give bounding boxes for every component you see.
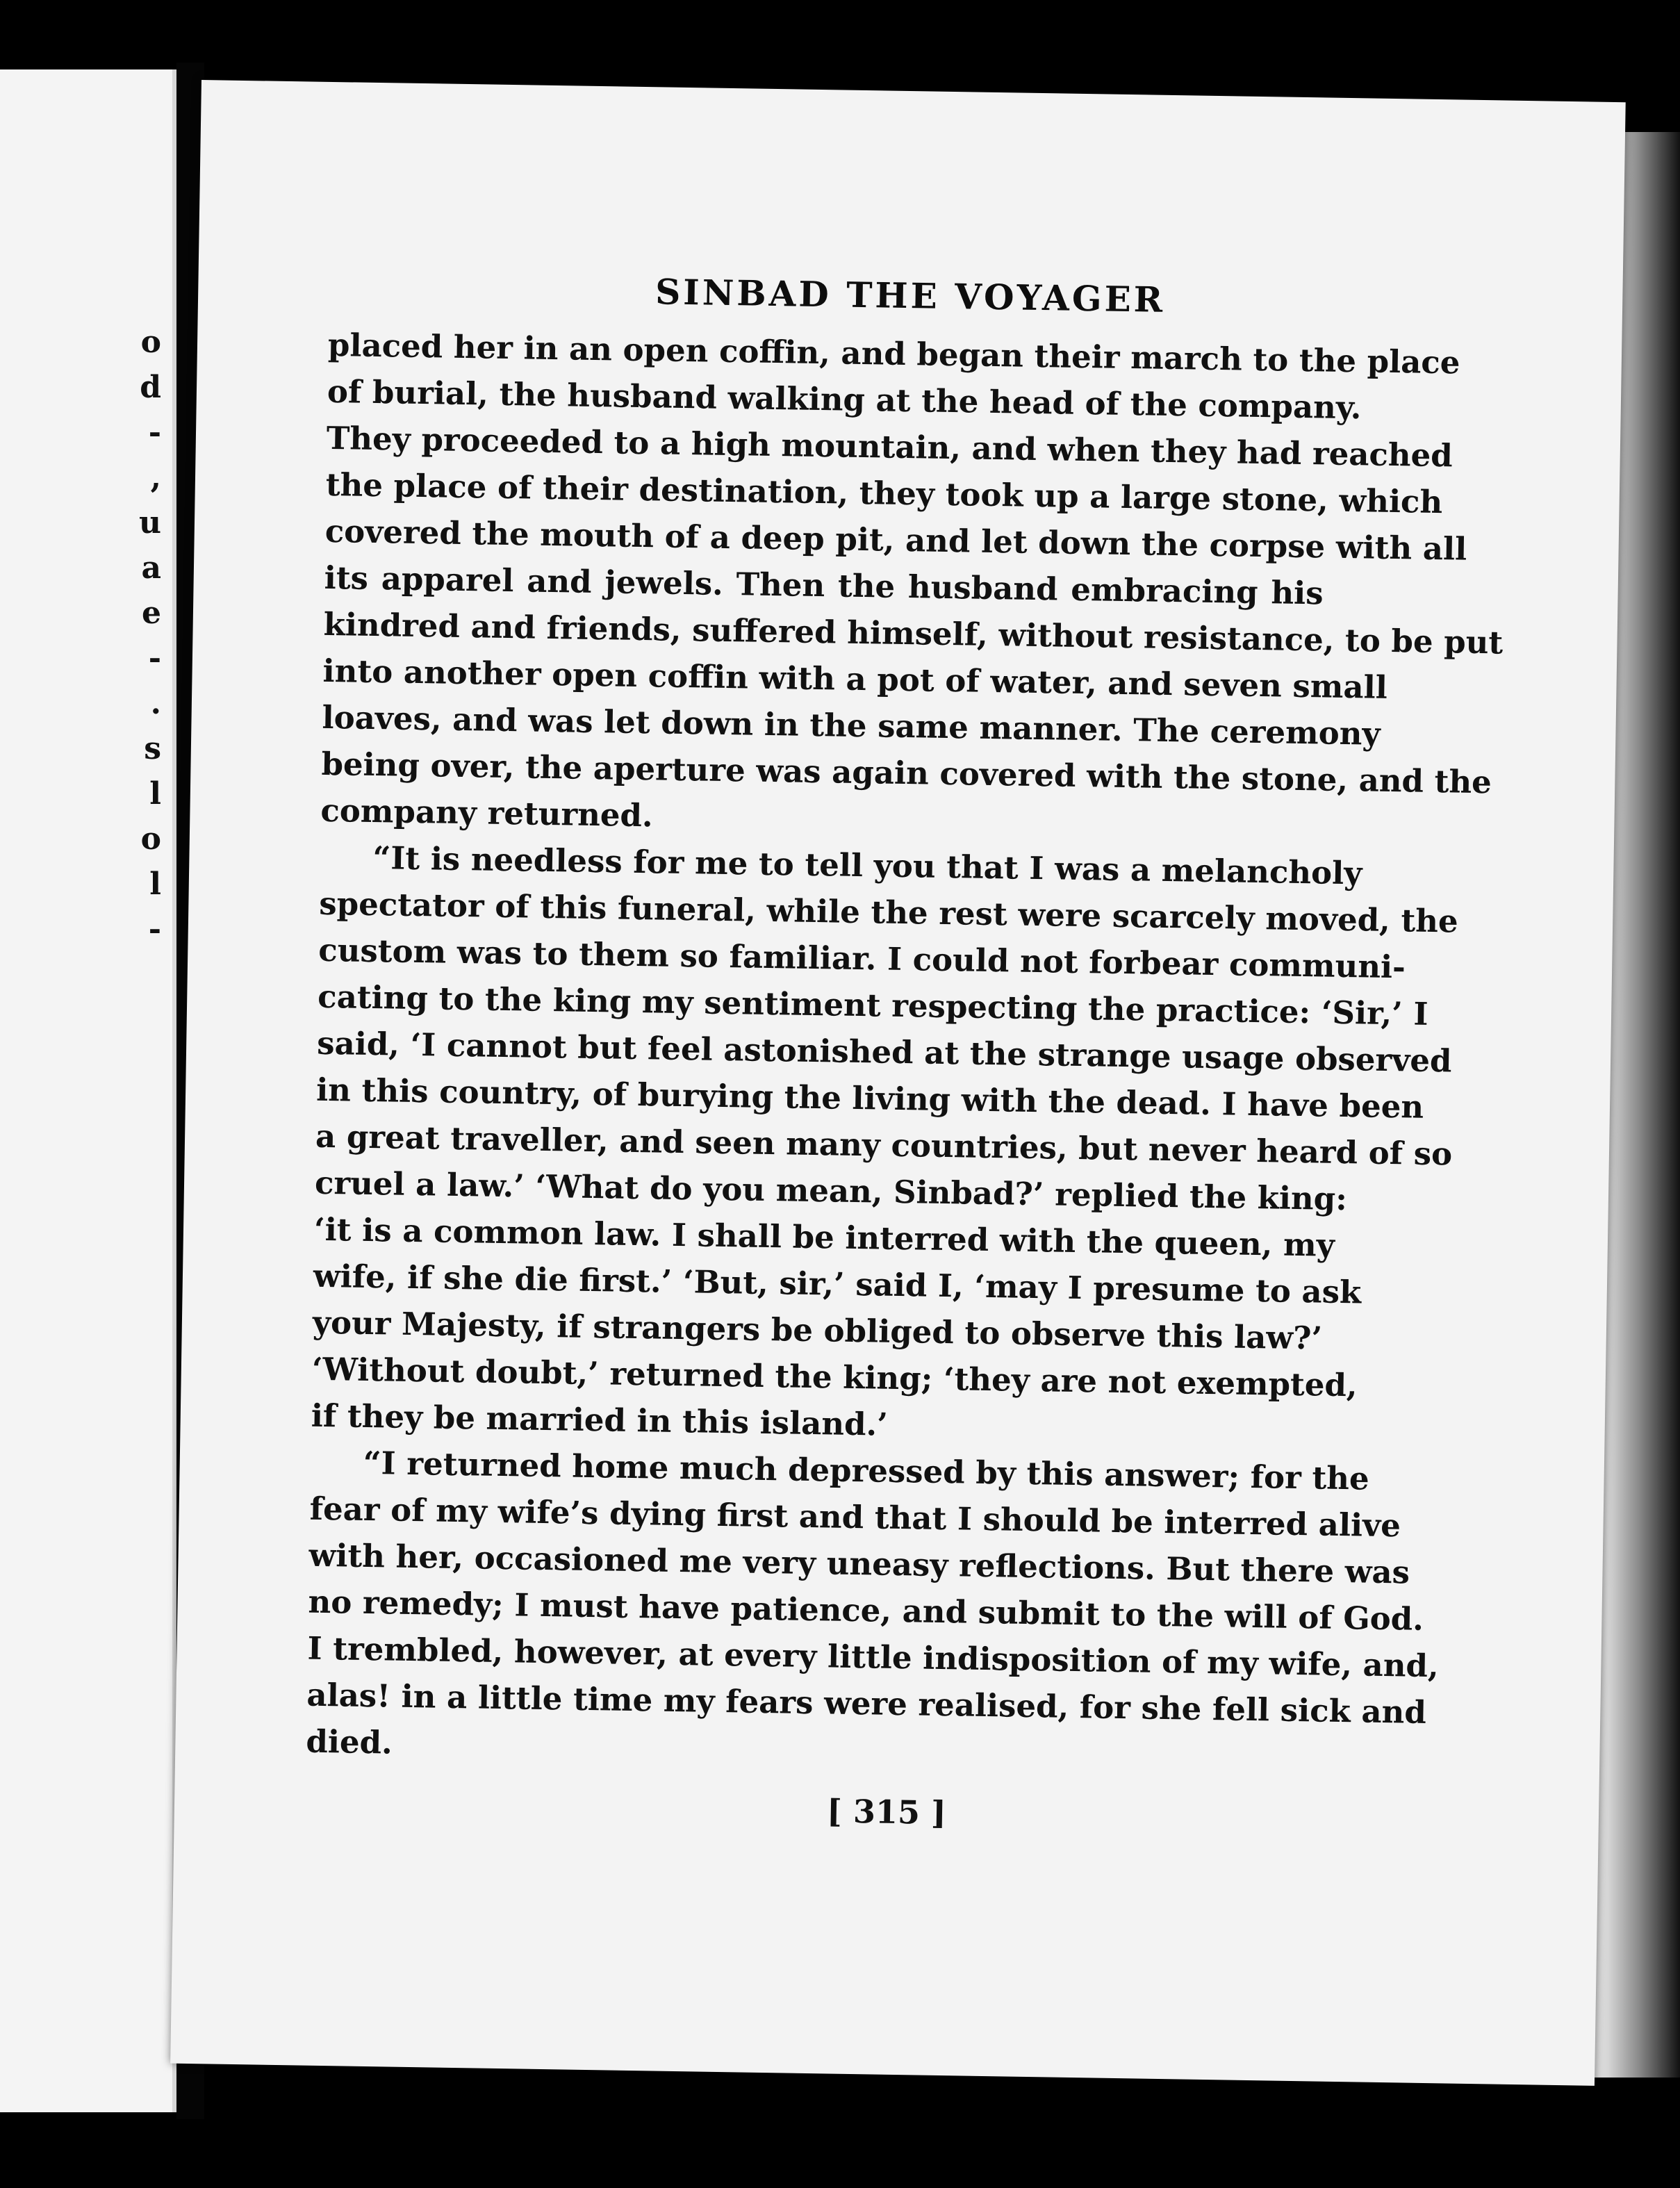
text-line: said, ‘I cannot but feel astonished at the strange usage observed — [316, 1024, 1452, 1080]
text-line: ‘Without doubt,’ returned the king; ‘they are not exempted, — [311, 1350, 1358, 1404]
fragment: - — [148, 912, 161, 947]
text-line: a great traveller, and seen many countries, but never heard of so — [315, 1117, 1453, 1173]
text-line: the place of their destination, they took up a large stone, which — [325, 466, 1443, 521]
text-line: in this country, of burying the living with the dead. I have been — [315, 1071, 1424, 1126]
fragment: - — [148, 641, 161, 676]
text-line: loaves, and was let down in the same manner. The ceremony — [322, 698, 1381, 752]
text-line: I trembled, however, at every little indisposition of my wife, and, — [307, 1629, 1440, 1685]
text-line: being over, the aperture was again covered with the stone, and the — [321, 745, 1492, 801]
page-number: [ 315 ] — [826, 1792, 947, 1832]
body-text — [306, 322, 1504, 1780]
text-line: kindred and friends, suffered himself, without resistance, to be put — [323, 605, 1504, 661]
fragment: a — [141, 550, 161, 586]
paragraph — [320, 322, 1504, 849]
fragment: o — [140, 324, 161, 360]
text-line: cruel a law.’ ‘What do you mean, Sinbad?’ replied the king: — [314, 1164, 1348, 1218]
text-line: if they be married in this island.’ — [311, 1397, 889, 1443]
text-line: into another open coffin with a pot of water, and seven small — [322, 652, 1388, 706]
paragraph — [311, 834, 1459, 1454]
fragment: d — [140, 370, 161, 405]
text-line: ‘it is a common law. I shall be interred with the queen, my — [313, 1210, 1335, 1264]
text-line: of burial, the husband walking at the head of the company. — [327, 372, 1362, 427]
text-line: died. — [306, 1722, 393, 1761]
text-line: wife, if she die first.’ ‘But, sir,’ said I, ‘may I presume to ask — [313, 1257, 1362, 1311]
fragment: . — [150, 686, 161, 721]
text-line: no remedy; I must have patience, and submit to the will of God. — [308, 1583, 1424, 1638]
facing-page-text-fragments — [139, 320, 161, 952]
fragment: , — [150, 460, 161, 495]
fragment: l — [149, 866, 161, 902]
text-line: They proceeded to a high mountain, and when they had reached — [326, 419, 1453, 475]
fragment: - — [148, 415, 161, 450]
text-line: your Majesty, if strangers be obliged to observe this law?’ — [312, 1303, 1323, 1357]
text-line: fear of my wife’s dying first and that I should be interred alive — [309, 1490, 1401, 1545]
text-line: covered the mouth of a deep pit, and let down the corpse with all — [324, 512, 1467, 568]
text-line: spectator of this funeral, while the rest were scarcely moved, the — [318, 885, 1459, 940]
text-line: custom was to them so familiar. I could not forbear communi- — [318, 931, 1406, 986]
paragraph — [306, 1439, 1440, 1781]
running-head: SINBAD THE VOYAGER — [654, 271, 1166, 320]
text-line: placed her in an open coffin, and began their march to the place — [327, 326, 1460, 381]
text-line: company returned. — [320, 791, 654, 834]
text-line: “It is needless for me to tell you that I was a melancholy — [372, 839, 1362, 892]
fragment: e — [142, 595, 161, 631]
text-line: its apparel and jewels. Then the husband embracing his — [324, 559, 1324, 612]
text-line: with her, occasioned me very uneasy reflections. But there was — [308, 1536, 1410, 1591]
fragment: s — [144, 731, 161, 766]
text-line: alas! in a little time my fears were realised, for she fell sick and — [306, 1676, 1427, 1731]
facing-page — [0, 69, 176, 2112]
fragment: l — [149, 776, 161, 812]
book-page — [170, 80, 1626, 2086]
text-line: “I returned home much depressed by this answer; for the — [363, 1444, 1370, 1497]
fragment: o — [140, 821, 161, 857]
fragment: u — [139, 505, 161, 541]
text-line: cating to the king my sentiment respecting the practice: ‘Sir,’ I — [317, 978, 1428, 1033]
